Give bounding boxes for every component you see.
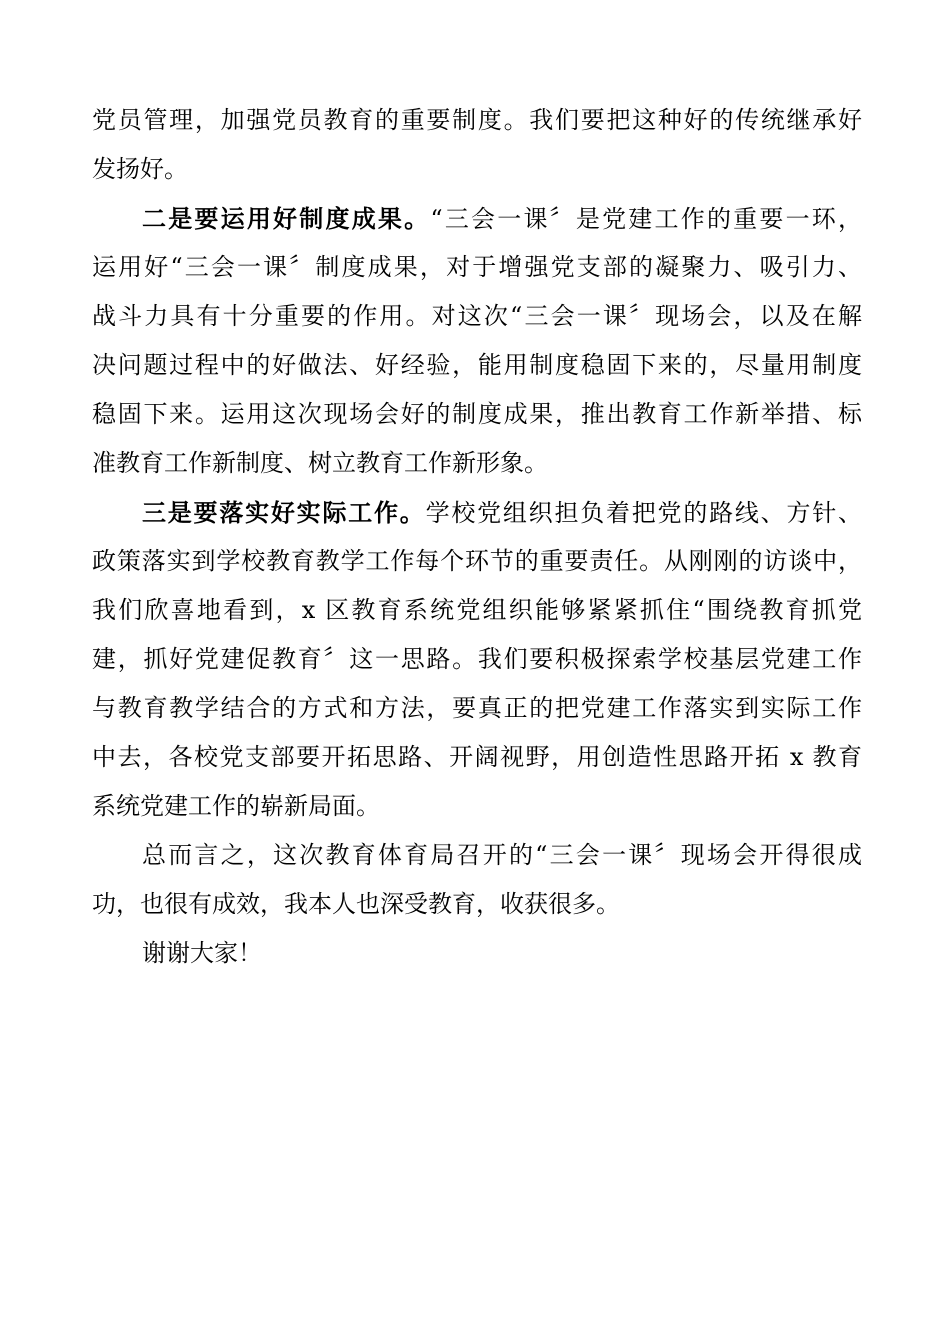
paragraph-1	[92, 96, 862, 194]
line-text: 我们欣喜地看到，x 区教育系统党组织能够紧紧抓住“围绕教育抓党	[92, 596, 862, 624]
paragraph-4	[92, 831, 862, 929]
line-text: 准教育工作新制度、树立教育工作新形象。	[92, 449, 548, 477]
text-line	[92, 831, 862, 880]
text-line	[92, 488, 862, 537]
text-line	[92, 390, 862, 439]
line-text: 学校党组织担负着把党的路线、方针、	[425, 499, 863, 527]
text-line	[92, 733, 862, 782]
line-text: 功，也很有成效，我本人也深受教育，收获很多。	[92, 890, 620, 918]
text-line	[92, 586, 862, 635]
line-text: 中去，各校党支部要开拓思路、开阔视野，用创造性思路开拓 x 教育	[92, 743, 862, 771]
paragraph-3	[92, 488, 862, 831]
document-page	[92, 96, 862, 978]
text-line	[92, 292, 862, 341]
text-line	[92, 782, 862, 831]
line-text: 稳固下来。运用这次现场会好的制度成果，推出教育工作新举措、标	[92, 400, 862, 428]
line-text: 战斗力具有十分重要的作用。对这次“三会一课〞现场会，以及在解	[92, 302, 862, 330]
text-line	[92, 537, 862, 586]
text-line	[92, 96, 862, 145]
line-text: 政策落实到学校教育教学工作每个环节的重要责任。从刚刚的访谈中，	[92, 547, 862, 575]
line-text: 决问题过程中的好做法、好经验，能用制度稳固下来的，尽量用制度	[92, 351, 862, 379]
line-text: 建，抓好党建促教育〞这一思路。我们要积极探索学校基层党建工作	[92, 645, 862, 673]
line-text: 与教育教学结合的方式和方法，要真正的把党建工作落实到实际工作	[92, 694, 862, 722]
text-line	[92, 194, 862, 243]
text-line	[92, 880, 862, 929]
text-line	[92, 635, 862, 684]
text-line	[92, 929, 862, 978]
paragraph-2	[92, 194, 862, 488]
line-text: 总而言之，这次教育体育局召开的“三会一课〞现场会开得很成	[142, 841, 862, 869]
text-line	[92, 145, 862, 194]
line-text: 系统党建工作的崭新局面。	[92, 792, 380, 820]
text-line	[92, 341, 862, 390]
closing-text: 谢谢大家！	[142, 939, 262, 967]
text-line	[92, 684, 862, 733]
line-text: “三会一课〞是党建工作的重要一环，	[430, 205, 863, 233]
line-text: 党员管理，加强党员教育的重要制度。我们要把这种好的传统继承好	[92, 106, 862, 134]
text-line	[92, 243, 862, 292]
text-line	[92, 439, 862, 488]
paragraph-heading: 三是要落实好实际工作。	[142, 498, 426, 527]
paragraph-5	[92, 929, 862, 978]
line-text: 发扬好。	[92, 155, 188, 183]
line-text: 运用好“三会一课〞制度成果，对于增强党支部的凝聚力、吸引力、	[92, 253, 862, 281]
paragraph-heading: 二是要运用好制度成果。	[142, 204, 431, 233]
